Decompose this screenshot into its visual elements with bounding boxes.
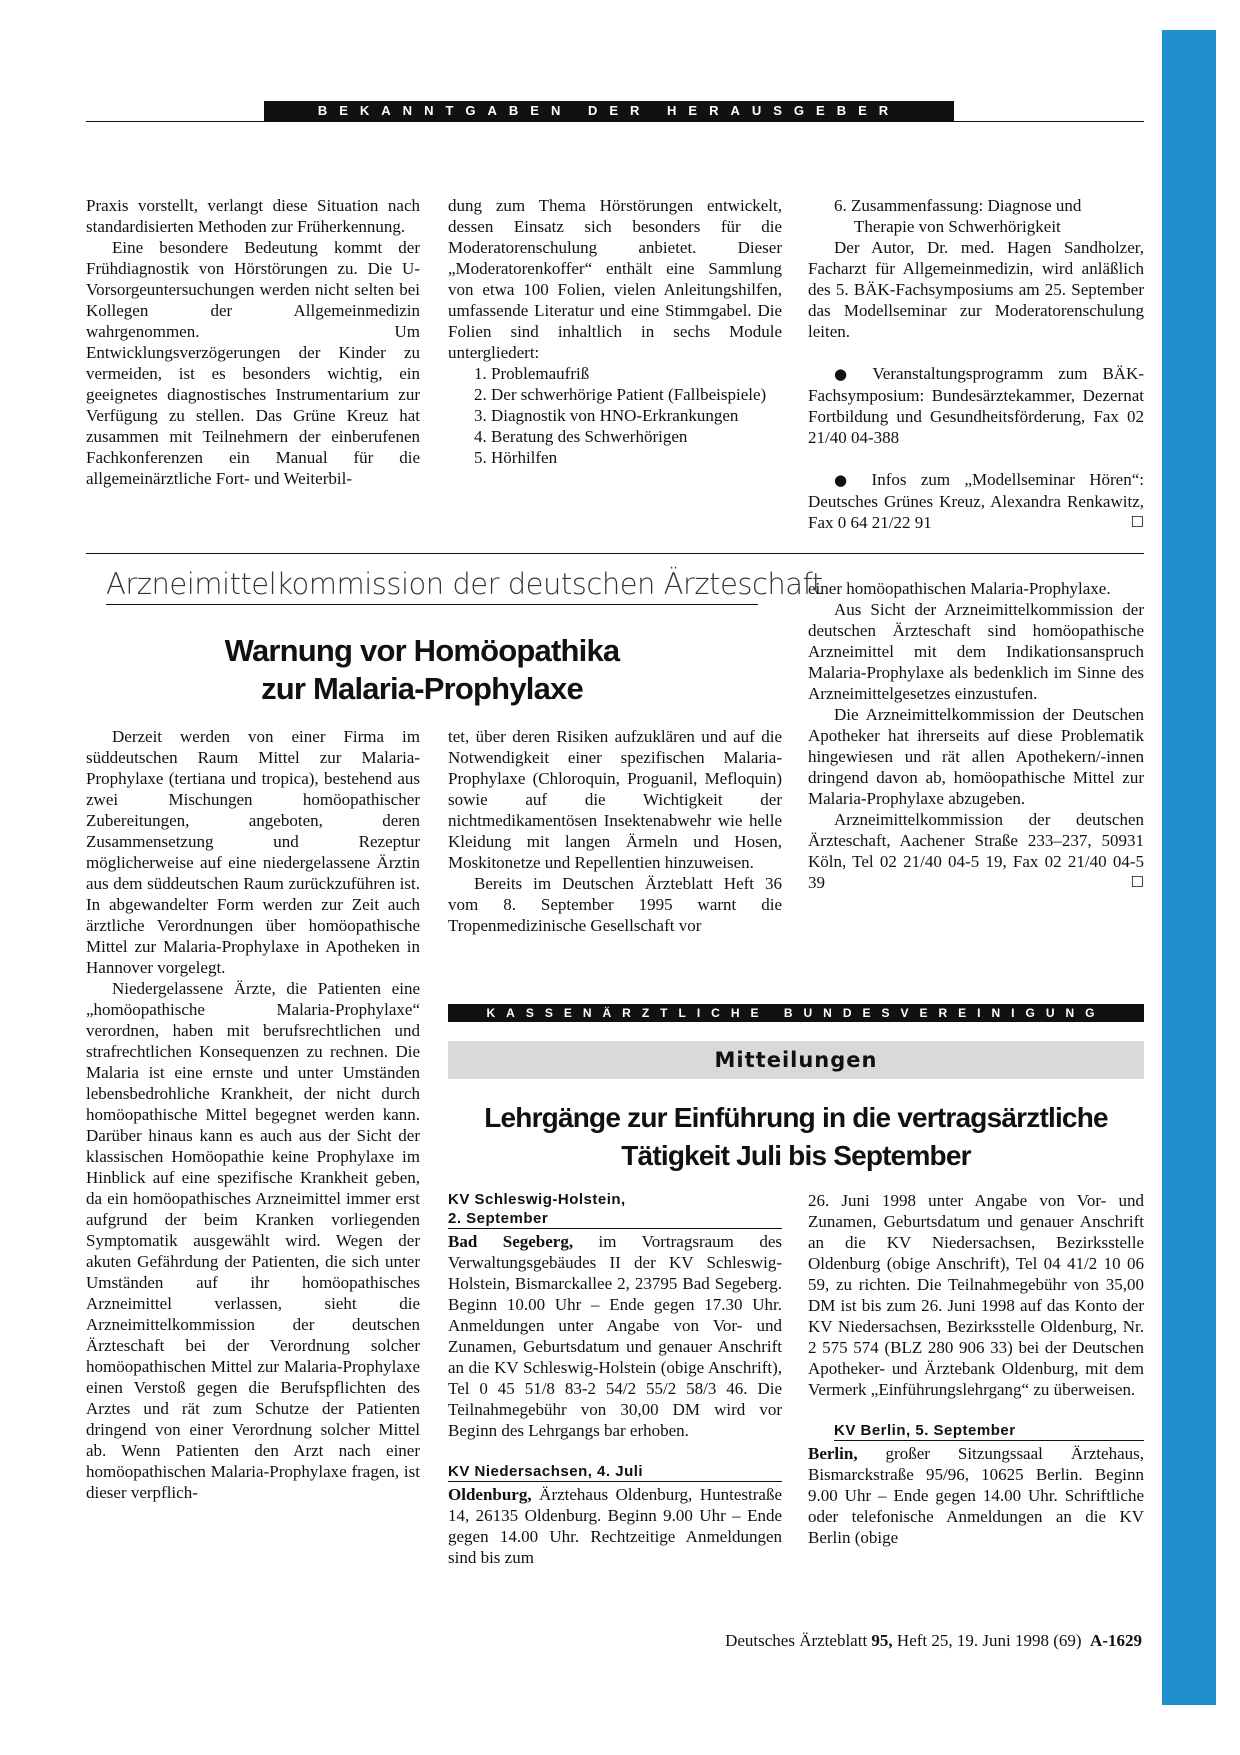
article-headline: [448, 1099, 1144, 1175]
top-column-1: [86, 195, 420, 489]
subheading-schleswig-holstein: [448, 1190, 782, 1229]
paragraph: Die Arzneimittelkommission der Deutschen Apotheker hat ihrerseits auf diese Problematik hingewiesen und rät allen Apothekern/-innen dringend davon ab, homöopathische Mittel zur Malaria-Prophylaxe abzugeben.: [808, 705, 1144, 808]
place-name: Bad Segeberg,: [448, 1232, 574, 1251]
headline-line: Warnung vor Homöopathika: [224, 633, 620, 668]
end-mark-icon: ☐: [1130, 873, 1144, 891]
paragraph: Derzeit werden von einer Firma im süddeutschen Raum Mittel zur Malaria-Prophylaxe (tertiana und tropica), bestehend aus zwei Mischungen homöopathischer Zubereitungen, angeboten, deren Zusammensetzung und Rezeptur möglicherweise auf eine niedergelassene Ärztin aus dem süddeutschen Raum zurückzuführen ist. In abgewandelter Form werden zur Zeit auch ärztliche Verordnungen über homöopathische Mittel zur Malaria-Prophylaxe in Apotheken in Hannover vorgelegt.: [86, 727, 420, 977]
edge-tab-marker: [1162, 30, 1216, 1705]
subheading-line: 2. September: [448, 1210, 549, 1227]
list-item: 4. Beratung des Schwerhörigen: [474, 427, 688, 446]
paragraph: dung zum Thema Hörstörungen entwickelt, dessen Einsatz sich besonders für die Moderatorenschulung anbietet. Dieser „Moderatorenkoffer“ enthält eine Sammlung von etwa 100 Folien, vielen Anleitungshilfen, umfassende Literatur und eine Stimmgabel. Die Folien sind inhaltlich in sechs Module untergliedert:: [448, 196, 782, 362]
article-kicker: Arzneimittelkommission der deutschen Ärzteschaft: [106, 567, 758, 605]
top-column-2: [448, 195, 782, 468]
article1-column-3: [808, 578, 1144, 893]
page-footer: [600, 1631, 1142, 1651]
contact-address: Arzneimittelkommission der deutschen Ärzteschaft, Aachener Straße 233–237, 50931 Köln, Tel 02 21/40 04-5 19, Fax 02 21/40 04-5 39: [808, 810, 1144, 892]
paragraph: Aus Sicht der Arzneimittelkommission der deutschen Ärzteschaft sind homöopathische Arzneimittel mit dem Indikationsanspruch Malaria-Prophylaxe als bedenklich im Sinne des Arzneimittelgesetzes einzustufen.: [808, 600, 1144, 703]
paragraph: [448, 1231, 782, 1441]
subheading-berlin: KV Berlin, 5. September: [834, 1421, 1144, 1441]
paragraph-text: Ärztehaus Oldenburg, Huntestraße 14, 26135 Oldenburg. Beginn 9.00 Uhr – Ende gegen 14.00 Uhr. Rechtzeitige Anmeldungen sind bis zum: [448, 1485, 782, 1567]
paragraph: Eine besondere Bedeutung kommt der Frühdiagnostik von Hörstörungen zu. Die U-Vorsorgeuntersuchungen werden nicht selten bei Kollegen der Allgemeinmedizin wahrgenommen. Um Entwicklungsverzögerungen der Kinder zu vermeiden, ist es besonders wichtig, ein geeignetes diagnostisches Instrumentarium zur Verfügung zu stellen. Das Grüne Kreuz hat zusammen mit Teilnehmern der einberufenen Fachkonferenzen ein Manual für die allgemeinärztliche Fort- und Weiterbil-: [86, 238, 420, 488]
section-banner-kbv: KASSENÄRZTLICHE BUNDESVEREINIGUNG: [448, 1004, 1144, 1022]
journal-name: Deutsches Ärzteblatt: [725, 1631, 872, 1650]
place-name: Berlin,: [808, 1444, 858, 1463]
article2-column-1: [448, 1190, 782, 1568]
bullet-text: Veranstaltungsprogramm zum BÄK-Fachsymposium: Bundesärztekammer, Dezernat Fortbildung und Gesundheitsförderung, Fax 02 21/40 04-388: [808, 364, 1144, 447]
paragraph: [448, 1484, 782, 1568]
module-list-continued: [808, 195, 1144, 237]
end-mark-icon: ☐: [1130, 513, 1144, 531]
section-title-box: Mitteilungen: [448, 1041, 1144, 1079]
paragraph-text: großer Sitzungssaal Ärztehaus, Bismarckstraße 95/96, 10625 Berlin. Beginn 9.00 Uhr – Ende gegen 14.00 Uhr. Schriftliche oder telefonische Anmeldungen an die KV Berlin (obige: [808, 1444, 1144, 1547]
list-item: 2. Der schwerhörige Patient (Fallbeispiele): [474, 385, 767, 404]
paragraph: [808, 809, 1144, 893]
info-bullet-seminar: [808, 469, 1144, 533]
info-bullet-program: [808, 363, 1144, 448]
list-item: 3. Diagnostik von HNO-Erkrankungen: [474, 406, 739, 425]
paragraph: 26. Juni 1998 unter Angabe von Vor- und Zunamen, Geburtsdatum und genauer Anschrift an die KV Niedersachsen, Bezirksstelle Oldenburg (obige Anschrift), Tel 04 41/2 10 06 59, zu richten. Die Teilnahmegebühr von 35,00 DM ist bis zum 26. Juni 1998 auf das Konto der KV Niedersachsen, Bezirksstelle Oldenburg, Nr. 2 575 574 (BLZ 280 906 33) bei der Deutschen Apotheker- und Ärztebank Oldenburg, mit dem Vermerk „Einführungslehrgang“ zu überweisen.: [808, 1191, 1144, 1399]
paragraph: einer homöopathischen Malaria-Prophylaxe.: [808, 579, 1111, 598]
paragraph: tet, über deren Risiken aufzuklären und auf die Notwendigkeit einer spezifischen Malaria-Prophylaxe (Chloroquin, Proguanil, Mefloquin) sowie auf die Wichtigkeit der nichtmedikamentösen Insektenabwehr wie helle Kleidung mit langen Ärmeln und Hosen, Moskitonetze und Repellentien hinzuweisen.: [448, 727, 782, 872]
paragraph: Praxis vorstellt, verlangt diese Situation nach standardisierten Methoden zur Früherkennung.: [86, 196, 420, 236]
top-column-3: [808, 195, 1144, 533]
subheading-line: KV Schleswig-Holstein,: [448, 1191, 626, 1208]
paragraph-text: im Vortragsraum des Verwaltungsgebäudes II der KV Schleswig-Holstein, Bismarckallee 2, 23795 Bad Segeberg. Beginn 10.00 Uhr – Ende gegen 17.30 Uhr. Anmeldungen unter Angabe von Vor- und Zunamen, Geburtsdatum und genauer Anschrift an die KV Schleswig-Holstein (obige Anschrift), Tel 0 45 51/8 83-2 54/2 55/2 58/3 46. Die Teilnahmegebühr von 30,00 DM wird vor Beginn des Lehrgangs bar erhoben.: [448, 1232, 782, 1440]
headline-line: zur Malaria-Prophylaxe: [261, 671, 583, 706]
place-name: Oldenburg,: [448, 1485, 532, 1504]
bullet-icon: ●: [834, 471, 858, 489]
section-banner-herausgeber: BEKANNTGABEN DER HERAUSGEBER: [264, 101, 954, 121]
list-item: 5. Hörhilfen: [474, 448, 558, 467]
paragraph: Der Autor, Dr. med. Hagen Sandholzer, Facharzt für Allgemeinmedizin, wird anläßlich des 5. BÄK-Fachsymposiums am 25. September das Modellseminar zur Moderatorenschulung leiten.: [808, 238, 1144, 341]
header-rule: [86, 121, 1144, 122]
paragraph: Bereits im Deutschen Ärzteblatt Heft 36 vom 8. September 1995 warnt die Tropenmedizinische Gesellschaft vor: [448, 874, 782, 935]
headline-line: Tätigkeit Juli bis September: [621, 1140, 971, 1171]
article1-column-2: [448, 726, 782, 936]
paragraph: Niedergelassene Ärzte, die Patienten eine „homöopathische Malaria-Prophylaxe“ verordnen, haben mit berufsrechtlichen und strafrechtlichen Konsequenzen zu rechnen. Die Malaria ist eine ernste und unter Umständen lebensbedrohliche Krankheit, der nicht durch homöopathische Mittel begegnet werden kann. Darüber hinaus kann es auch aus der Sicht der klassischen Homöopathie keine Prophylaxe im Hinblick auf eine spezifische Krankheit geben, da ein homöopathisches Arzneimittel immer erst aufgrund der beim Kranken vorliegenden Symptomatik ausgewählt wird. Wegen der akuten Gefährdung der Patienten, die sich unter Umständen auf ihr homöopathisches Arzneimittel verlassen, sieht die Arzneimittelkommission der deutschen Ärzteschaft bei der Verordnung solcher homöopathischen Mittel zur Malaria-Prophylaxe einen Verstoß gegen die Berufspflichten des Arztes und rät zum Schutze der Patienten dringend von einer Verordnung solcher Mittel ab. Wenn Patienten den Arzt nach einer homöopathischen Malaria-Prophylaxe fragen, ist dieser verpflich-: [86, 979, 420, 1502]
bullet-icon: ●: [834, 365, 858, 383]
paragraph: [808, 1443, 1144, 1548]
article-headline: [86, 632, 758, 708]
volume: 95,: [871, 1631, 893, 1650]
subheading-niedersachsen: KV Niedersachsen, 4. Juli: [448, 1462, 782, 1482]
module-list: [448, 363, 782, 468]
article2-column-2: [808, 1190, 1144, 1548]
issue-info: Heft 25, 19. Juni 1998 (69): [892, 1631, 1082, 1650]
list-item: 6. Zusammenfassung: Diagnose und Therapie von Schwerhörigkeit: [834, 196, 1082, 236]
list-item: 1. Problemaufriß: [474, 364, 590, 383]
page-number: A-1629: [1090, 1631, 1142, 1650]
section-divider: [86, 553, 1144, 554]
article1-column-1: [86, 726, 420, 1503]
headline-line: Lehrgänge zur Einführung in die vertragsärztliche: [484, 1102, 1108, 1133]
bullet-text: Infos zum „Modellseminar Hören“: Deutsches Grünes Kreuz, Alexandra Renkawitz, Fax 0 64 21/22 91: [808, 470, 1144, 532]
